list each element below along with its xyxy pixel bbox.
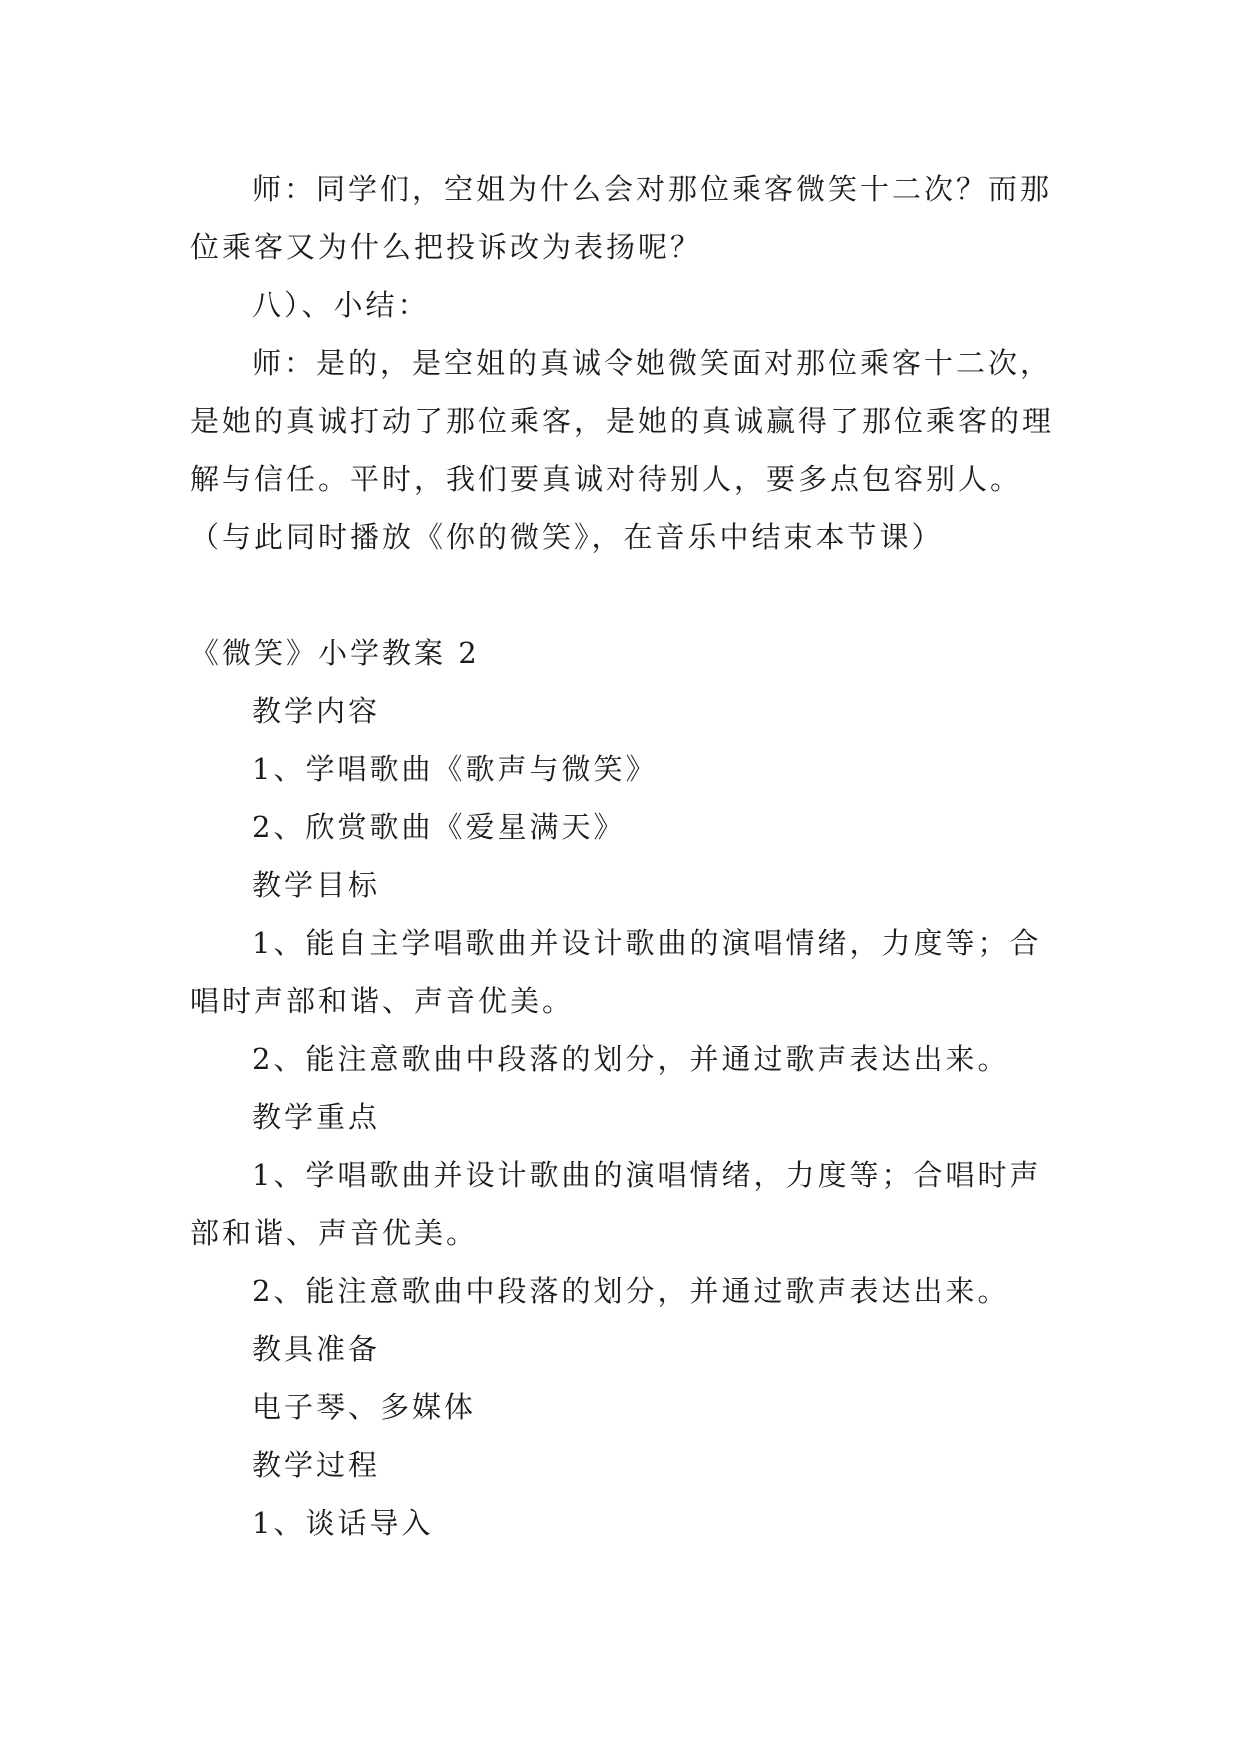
lesson-plan-title: 《微笑》小学教案 2 <box>190 636 480 670</box>
teaching-process-heading: 教学过程 <box>252 1448 381 1482</box>
teacher-question-paragraph: 师：同学们，空姐为什么会对那位乘客微笑十二次？而那位乘客又为什么把投诉改为表扬呢？ <box>190 172 1053 264</box>
section-gap <box>190 566 1065 624</box>
teaching-content-item: 2、欣赏歌曲《爱星满天》 <box>252 810 626 844</box>
teaching-goal-item: 1、能自主学唱歌曲并设计歌曲的演唱情绪，力度等；合唱时声部和谐、声音优美。 <box>190 926 1042 1018</box>
document-body <box>190 160 1065 1552</box>
teaching-key-item: 2、能注意歌曲中段落的划分，并通过歌声表达出来。 <box>252 1274 1010 1308</box>
teaching-tools-heading: 教具准备 <box>252 1332 381 1366</box>
teaching-tools-text: 电子琴、多媒体 <box>252 1390 477 1424</box>
teaching-key-heading: 教学重点 <box>252 1100 381 1134</box>
teaching-process-item: 1、谈话导入 <box>252 1506 434 1540</box>
summary-heading: 八）、小结： <box>252 288 430 322</box>
teaching-goal-heading: 教学目标 <box>252 868 381 902</box>
teacher-summary-paragraph: 师：是的，是空姐的真诚令她微笑面对那位乘客十二次，是她的真诚打动了那位乘客，是她的真诚赢得了那位乘客的理解与信任。平时，我们要真诚对待别人，要多点包容别人。（与此同时播放《你的微笑》，在音乐中结束本节课） <box>190 346 1055 554</box>
teaching-key-item: 1、学唱歌曲并设计歌曲的演唱情绪，力度等；合唱时声部和谐、声音优美。 <box>190 1158 1042 1250</box>
teaching-content-heading: 教学内容 <box>252 694 381 728</box>
teaching-goal-item: 2、能注意歌曲中段落的划分，并通过歌声表达出来。 <box>252 1042 1010 1076</box>
teaching-content-item: 1、学唱歌曲《歌声与微笑》 <box>252 752 658 786</box>
